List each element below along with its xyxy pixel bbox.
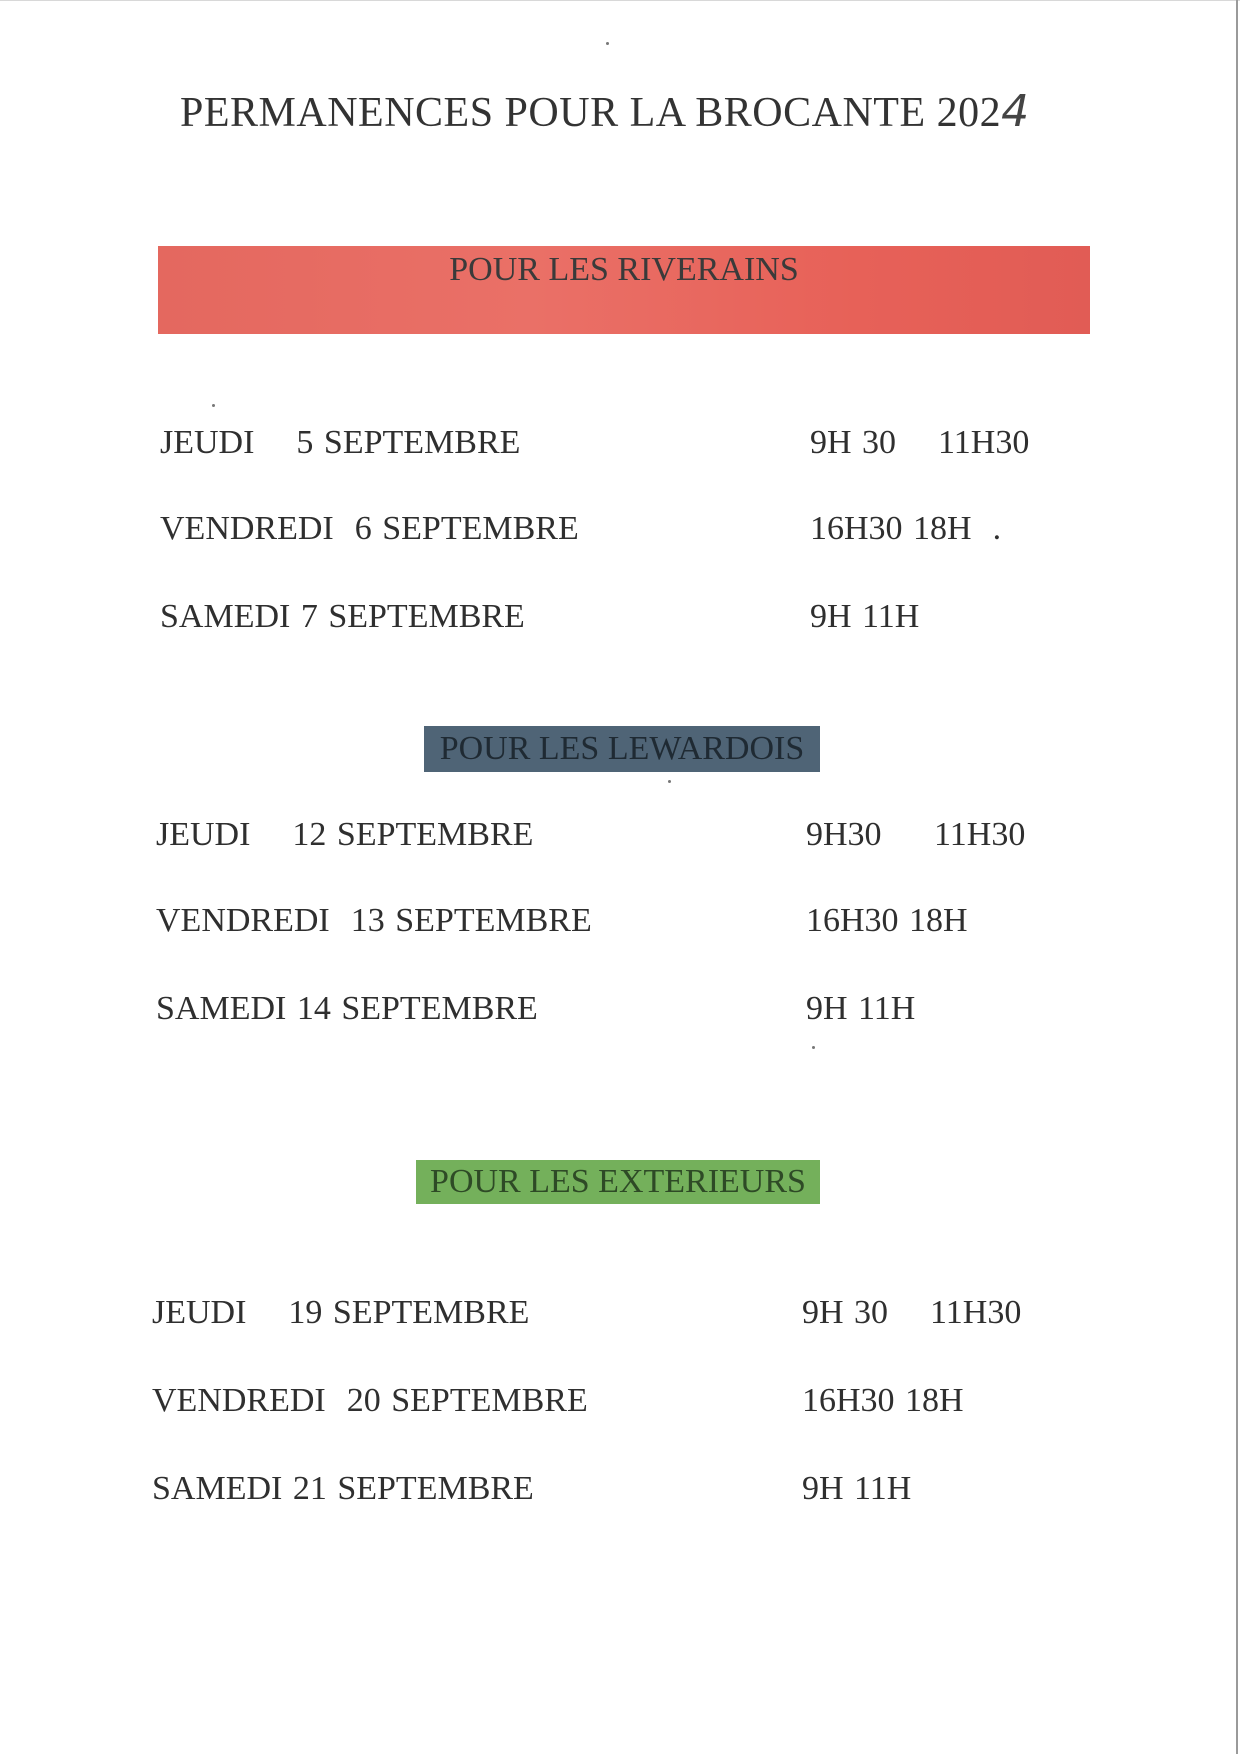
schedule-day: SAMEDI 7 SEPTEMBRE: [160, 598, 525, 635]
schedule-hours: 9H 30 11H30: [802, 1294, 1022, 1331]
scan-speck: [668, 780, 671, 783]
page-title: [180, 86, 1030, 137]
schedule-hours: 9H 11H: [802, 1470, 912, 1507]
schedule-hours: 9H 11H: [810, 598, 920, 635]
scan-edge-top: [0, 0, 1240, 1]
scan-speck: [212, 404, 215, 407]
schedule-hours: 16H30 18H .: [810, 510, 1002, 547]
scan-speck: [606, 42, 609, 45]
schedule-day: SAMEDI 21 SEPTEMBRE: [152, 1470, 534, 1507]
schedule-day: VENDREDI 13 SEPTEMBRE: [156, 902, 592, 939]
section-heading-lewardois: POUR LES LEWARDOIS: [424, 726, 820, 772]
schedule-hours: 9H30 11H30: [806, 816, 1026, 853]
schedule-hours: 9H 11H: [806, 990, 916, 1027]
schedule-hours: 16H30 18H: [806, 902, 968, 939]
section-heading-riverains: POUR LES RIVERAINS: [158, 246, 1090, 334]
section-heading-exterieurs: POUR LES EXTERIEURS: [416, 1160, 820, 1204]
schedule-day: VENDREDI 20 SEPTEMBRE: [152, 1382, 588, 1419]
title-text: PERMANENCES POUR LA BROCANTE 202: [180, 90, 1002, 136]
schedule-day: JEUDI 5 SEPTEMBRE: [160, 424, 521, 461]
schedule-hours: 9H 30 11H30: [810, 424, 1030, 461]
schedule-day: JEUDI 19 SEPTEMBRE: [152, 1294, 530, 1331]
schedule-hours: 16H30 18H: [802, 1382, 964, 1419]
scan-edge-right: [1236, 0, 1238, 1754]
schedule-day: VENDREDI 6 SEPTEMBRE: [160, 510, 579, 547]
schedule-day: JEUDI 12 SEPTEMBRE: [156, 816, 534, 853]
scan-speck: [812, 1046, 815, 1049]
handwritten-year-digit: 4: [1001, 86, 1030, 137]
schedule-day: SAMEDI 14 SEPTEMBRE: [156, 990, 538, 1027]
